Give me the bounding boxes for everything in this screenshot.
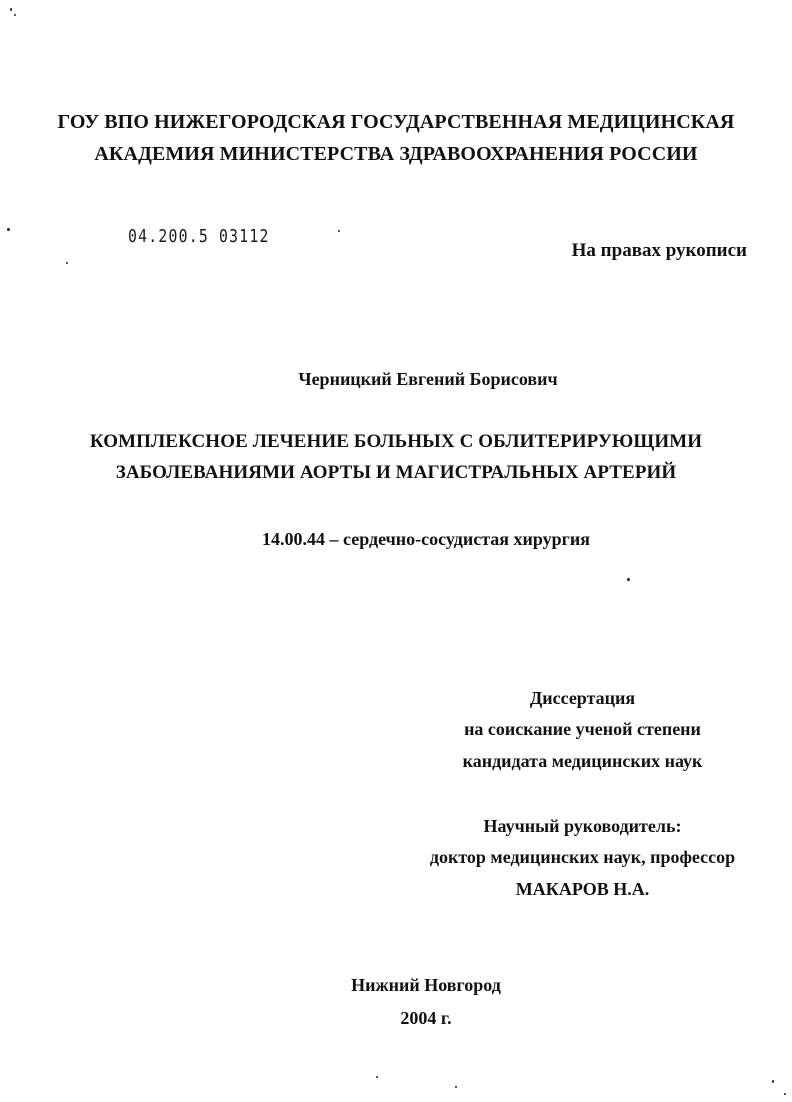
- scan-speck: [7, 228, 10, 231]
- degree-type: кандидата медицинских наук: [462, 751, 703, 771]
- degree-line: на соискание ученой степени: [464, 719, 701, 739]
- institution-name-line-2: АКАДЕМИЯ МИНИСТЕРСТВА ЗДРАВООХРАНЕНИЯ РОССИИ: [94, 143, 698, 165]
- scan-speck: [627, 578, 630, 581]
- scan-speck: [14, 14, 16, 16]
- scan-speck: [455, 1086, 457, 1088]
- library-stamp-number: 04.200.5 03112: [128, 226, 270, 247]
- dissertation-label: Диссертация: [529, 688, 636, 708]
- scan-speck: [376, 1076, 378, 1078]
- author-name: Черницкий Евгений Борисович: [298, 369, 558, 389]
- supervisor-label: Научный руководитель:: [483, 816, 682, 836]
- scan-speck: [784, 1093, 786, 1095]
- specialty-code: 14.00.44 – сердечно-сосудистая хирургия: [262, 529, 590, 549]
- dissertation-title-line-1: КОМПЛЕКСНОЕ ЛЕЧЕНИЕ БОЛЬНЫХ С ОБЛИТЕРИРУЮЩИМИ: [89, 431, 703, 452]
- dissertation-title-line-2: ЗАБОЛЕВАНИЯМИ АОРТЫ И МАГИСТРАЛЬНЫХ АРТЕРИЙ: [115, 462, 677, 483]
- scan-speck: [772, 1080, 774, 1083]
- scan-speck: [66, 262, 68, 264]
- city: Нижний Новгород: [351, 975, 501, 995]
- supervisor-credentials: доктор медицинских наук, профессор: [429, 847, 736, 867]
- year: 2004 г.: [400, 1008, 452, 1028]
- scan-speck: [338, 230, 340, 232]
- supervisor-name: МАКАРОВ Н.А.: [515, 879, 650, 899]
- scan-speck: [10, 8, 12, 11]
- rights-notice: На правах рукописи: [571, 240, 747, 261]
- institution-name-line-1: ГОУ ВПО НИЖЕГОРОДСКАЯ ГОСУДАРСТВЕННАЯ МЕДИЦИНСКАЯ: [57, 111, 735, 133]
